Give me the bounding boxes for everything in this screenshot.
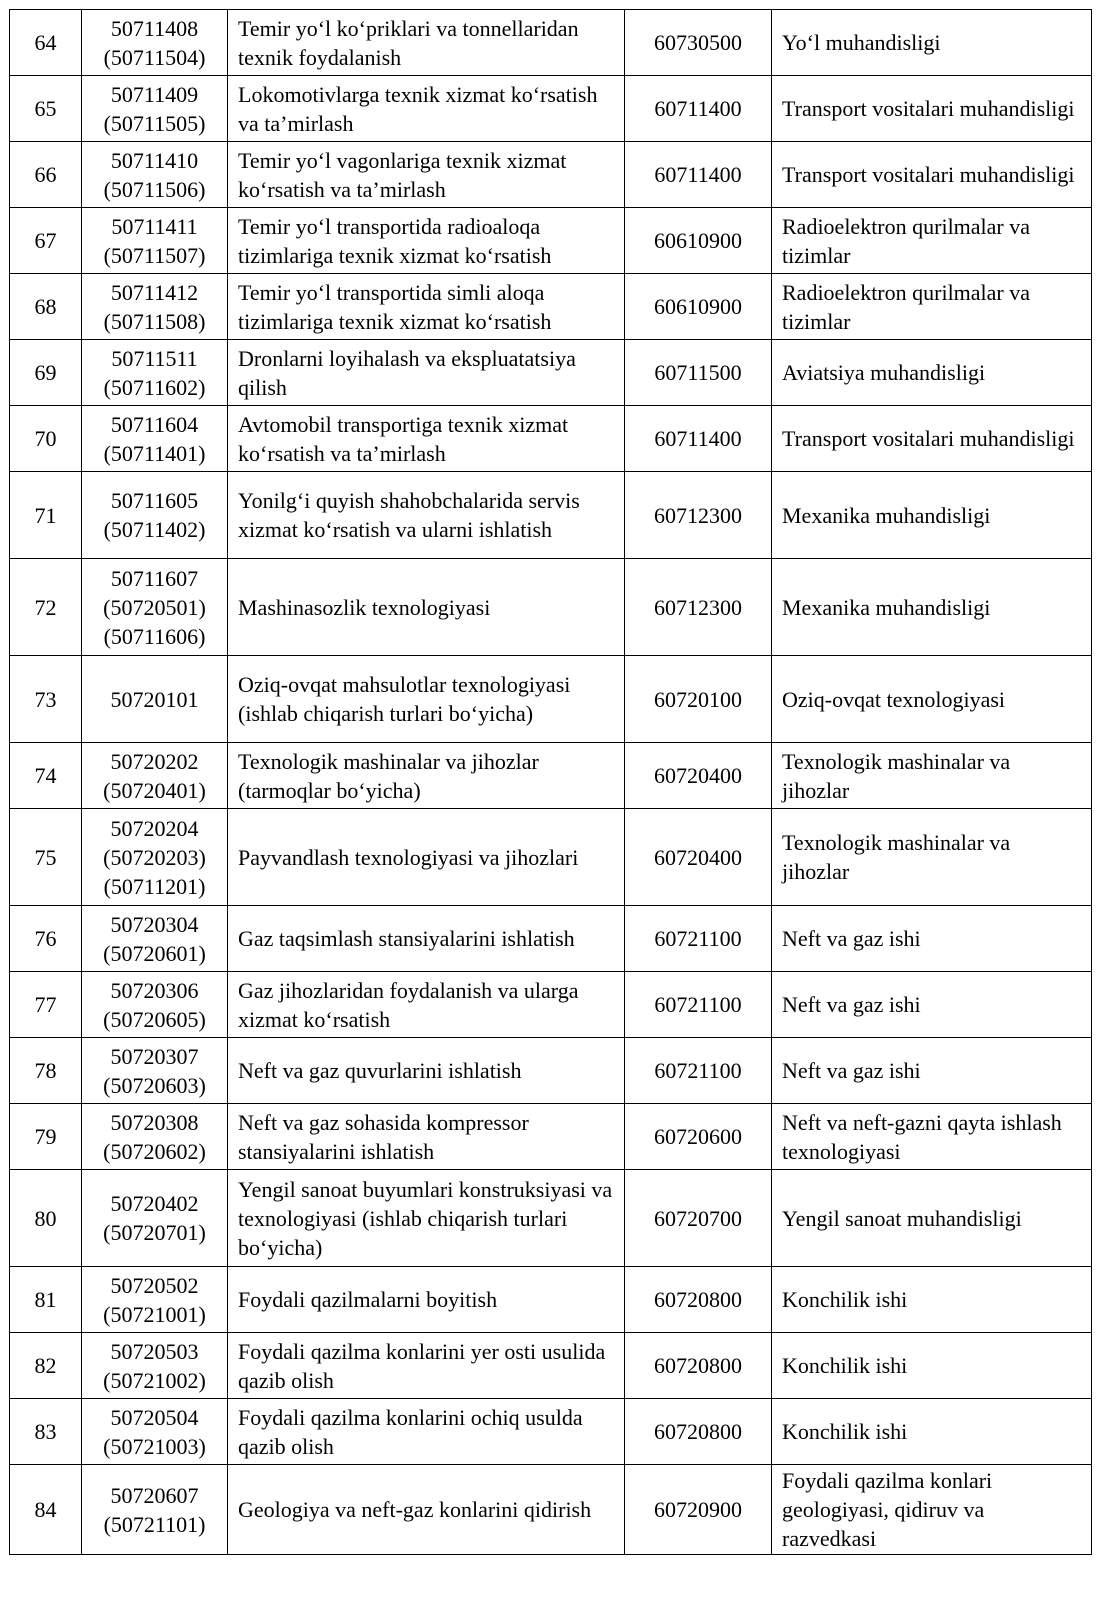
direction-name: Mexanika muhandisligi [772,559,1092,656]
row-number: 83 [10,1399,82,1465]
direction-name: Radioelektron qurilmalar va tizimlar [772,274,1092,340]
specialty-code: 50720503 [110,1338,199,1364]
specialty-name: Foydali qazilma konlarini yer osti usulida qazib olish [228,1333,625,1399]
specialty-code-cell [82,1104,228,1170]
specialty-name: Dronlarni loyihalash va ekspluatatsiya qilish [228,340,625,406]
specialty-code-cell [82,208,228,274]
specialty-code: 50711604 [110,411,199,437]
table-row [10,972,1092,1038]
row-number: 74 [10,743,82,809]
table-row [10,1267,1092,1333]
table-row [10,10,1092,76]
specialty-code-cell [82,656,228,743]
specialty-code-cell [82,743,228,809]
table-row [10,559,1092,656]
specialty-code: 50720304 [110,911,199,937]
direction-code: 60711400 [625,142,772,208]
specialty-name: Foydali qazilmalarni boyitish [228,1267,625,1333]
direction-code: 60721100 [625,906,772,972]
row-number: 84 [10,1465,82,1555]
row-number: 73 [10,656,82,743]
direction-name: Aviatsiya muhandisligi [772,340,1092,406]
direction-name: Yo‘l muhandisligi [772,10,1092,76]
row-number: 77 [10,972,82,1038]
specialty-name: Neft va gaz quvurlarini ishlatish [228,1038,625,1104]
direction-code: 60721100 [625,972,772,1038]
table-row [10,208,1092,274]
previous-code: (50720701) [103,1220,206,1245]
direction-name: Konchilik ishi [772,1399,1092,1465]
direction-code: 60720800 [625,1333,772,1399]
previous-code: (50721101) [103,1511,206,1537]
table-row [10,1038,1092,1104]
specialty-code-cell [82,809,228,906]
specialty-name: Lokomotivlarga texnik xizmat ko‘rsatish va ta’mirlash [228,76,625,142]
previous-code: (50711505) [103,110,206,136]
direction-name: Transport vositalari muhandisligi [772,142,1092,208]
direction-name: Neft va gaz ishi [772,972,1092,1038]
direction-code: 60720400 [625,743,772,809]
previous-code: (50720605) [103,1006,206,1032]
direction-code: 60720800 [625,1267,772,1333]
table-row [10,406,1092,472]
specialty-code: 50711607 [110,565,199,591]
specialty-table [9,9,1092,1555]
previous-code: (50711602) [103,374,206,400]
row-number: 71 [10,472,82,559]
table-row [10,142,1092,208]
table-row [10,76,1092,142]
previous-code: (50711504) [103,44,206,70]
specialty-code-cell [82,472,228,559]
direction-name: Radioelektron qurilmalar va tizimlar [772,208,1092,274]
specialty-name: Texnologik mashinalar va jihozlar (tarmoqlar bo‘yicha) [228,743,625,809]
specialty-code: 50711411 [111,213,198,239]
specialty-code: 50720306 [110,977,199,1003]
row-number: 72 [10,559,82,656]
specialty-code-cell [82,274,228,340]
specialty-code-cell [82,142,228,208]
specialty-code-cell [82,1267,228,1333]
previous-code: (50721002) [103,1367,206,1393]
previous-code: (50711401) [103,440,206,466]
specialty-name: Oziq-ovqat mahsulotlar texnologiyasi (ishlab chiqarish turlari bo‘yicha) [228,656,625,743]
row-number: 82 [10,1333,82,1399]
table-row [10,340,1092,406]
row-number: 79 [10,1104,82,1170]
direction-code: 60610900 [625,274,772,340]
previous-code: (50711506) [103,176,206,202]
table-row [10,1465,1092,1555]
row-number: 66 [10,142,82,208]
specialty-name: Mashinasozlik texnologiyasi [228,559,625,656]
direction-code: 60730500 [625,10,772,76]
specialty-code-cell [82,10,228,76]
direction-code: 60711400 [625,76,772,142]
specialty-code-cell [82,340,228,406]
direction-name: Transport vositalari muhandisligi [772,76,1092,142]
specialty-name: Yonilg‘i quyish shahobchalarida servis xizmat ko‘rsatish va ularni ishlatish [228,472,625,559]
row-number: 76 [10,906,82,972]
specialty-code: 50720402 [110,1191,199,1216]
specialty-name: Temir yo‘l ko‘priklari va tonnellaridan texnik foydalanish [228,10,625,76]
table-row [10,656,1092,743]
previous-code: (50720203) [103,844,206,870]
row-number: 68 [10,274,82,340]
specialty-code: 50711412 [110,279,199,305]
direction-code: 60721100 [625,1038,772,1104]
row-number: 70 [10,406,82,472]
direction-name: Yengil sanoat muhandisligi [772,1170,1092,1267]
specialty-code-cell [82,972,228,1038]
specialty-code: 50711511 [111,345,198,371]
table-row [10,1170,1092,1267]
direction-name: Konchilik ishi [772,1333,1092,1399]
specialty-name: Temir yo‘l vagonlariga texnik xizmat ko‘rsatish va ta’mirlash [228,142,625,208]
specialty-name: Temir yo‘l transportida simli aloqa tizimlariga texnik xizmat ko‘rsatish [228,274,625,340]
direction-code: 60720700 [625,1170,772,1267]
previous-code: (50720602) [103,1138,206,1164]
specialty-name: Payvandlash texnologiyasi va jihozlari [228,809,625,906]
previous-code: (50720601) [103,940,206,966]
previous-code: (50720401) [103,777,206,803]
table-row [10,1104,1092,1170]
direction-code: 60712300 [625,559,772,656]
row-number: 65 [10,76,82,142]
previous-code: (50711201) [103,873,206,899]
direction-code: 60720900 [625,1465,772,1555]
specialty-name: Gaz taqsimlash stansiyalarini ishlatish [228,906,625,972]
specialty-code: 50720307 [110,1043,199,1069]
specialty-name: Geologiya va neft-gaz konlarini qidirish [228,1465,625,1555]
specialty-code-cell [82,1038,228,1104]
table-row [10,906,1092,972]
specialty-name: Neft va gaz sohasida kompressor stansiyalarini ishlatish [228,1104,625,1170]
table-row [10,1333,1092,1399]
specialty-code: 50720101 [110,686,199,712]
previous-code: (50721001) [103,1301,206,1327]
row-number: 75 [10,809,82,906]
direction-code: 60712300 [625,472,772,559]
specialty-code-cell [82,1333,228,1399]
direction-code: 60720600 [625,1104,772,1170]
row-number: 69 [10,340,82,406]
row-number: 67 [10,208,82,274]
table-row [10,743,1092,809]
specialty-name: Yengil sanoat buyumlari konstruksiyasi va texnologiyasi (ishlab chiqarish turlari bo‘yicha) [228,1170,625,1267]
document-page [9,9,1091,1555]
previous-code: (50711507) [103,242,206,268]
specialty-code: 50720204 [110,815,199,841]
specialty-code: 50720502 [110,1272,199,1298]
specialty-name: Temir yo‘l transportida radioaloqa tizimlariga texnik xizmat ko‘rsatish [228,208,625,274]
direction-name: Mexanika muhandisligi [772,472,1092,559]
direction-name: Neft va gaz ishi [772,906,1092,972]
direction-name: Neft va gaz ishi [772,1038,1092,1104]
specialty-code: 50711408 [110,15,199,41]
direction-name: Neft va neft-gazni qayta ishlash texnologiyasi [772,1104,1092,1170]
row-number: 64 [10,10,82,76]
table-body [10,10,1092,1555]
direction-code: 60711500 [625,340,772,406]
direction-name: Konchilik ishi [772,1267,1092,1333]
previous-code: (50711606) [103,623,206,649]
direction-code: 60610900 [625,208,772,274]
table-row [10,274,1092,340]
direction-code: 60720400 [625,809,772,906]
specialty-code-cell [82,559,228,656]
direction-name: Foydali qazilma konlari geologiyasi, qidiruv va razvedkasi [772,1465,1092,1555]
direction-name: Texnologik mashinalar va jihozlar [772,743,1092,809]
specialty-code-cell [82,906,228,972]
specialty-code: 50720308 [110,1109,199,1135]
direction-name: Transport vositalari muhandisligi [772,406,1092,472]
specialty-code-cell [82,1465,228,1555]
specialty-code: 50711605 [110,488,199,513]
table-row [10,809,1092,906]
direction-code: 60720800 [625,1399,772,1465]
specialty-code: 50720607 [110,1482,199,1508]
specialty-name: Gaz jihozlaridan foydalanish va ularga xizmat ko‘rsatish [228,972,625,1038]
direction-name: Oziq-ovqat texnologiyasi [772,656,1092,743]
specialty-name: Avtomobil transportiga texnik xizmat ko‘rsatish va ta’mirlash [228,406,625,472]
specialty-code: 50720504 [110,1404,199,1430]
specialty-code-cell [82,1170,228,1267]
previous-code: (50711402) [103,517,206,542]
table-row [10,472,1092,559]
specialty-code-cell [82,76,228,142]
specialty-code: 50711410 [110,147,199,173]
previous-code: (50720603) [103,1072,206,1098]
specialty-name: Foydali qazilma konlarini ochiq usulda qazib olish [228,1399,625,1465]
specialty-code-cell [82,406,228,472]
direction-code: 60720100 [625,656,772,743]
previous-code: (50721003) [103,1433,206,1459]
specialty-code-cell [82,1399,228,1465]
specialty-code: 50720202 [110,748,199,774]
direction-name: Texnologik mashinalar va jihozlar [772,809,1092,906]
row-number: 81 [10,1267,82,1333]
row-number: 78 [10,1038,82,1104]
direction-code: 60711400 [625,406,772,472]
table-row [10,1399,1092,1465]
previous-code: (50711508) [103,308,206,334]
specialty-code: 50711409 [110,81,199,107]
previous-code: (50720501) [103,594,206,620]
row-number: 80 [10,1170,82,1267]
